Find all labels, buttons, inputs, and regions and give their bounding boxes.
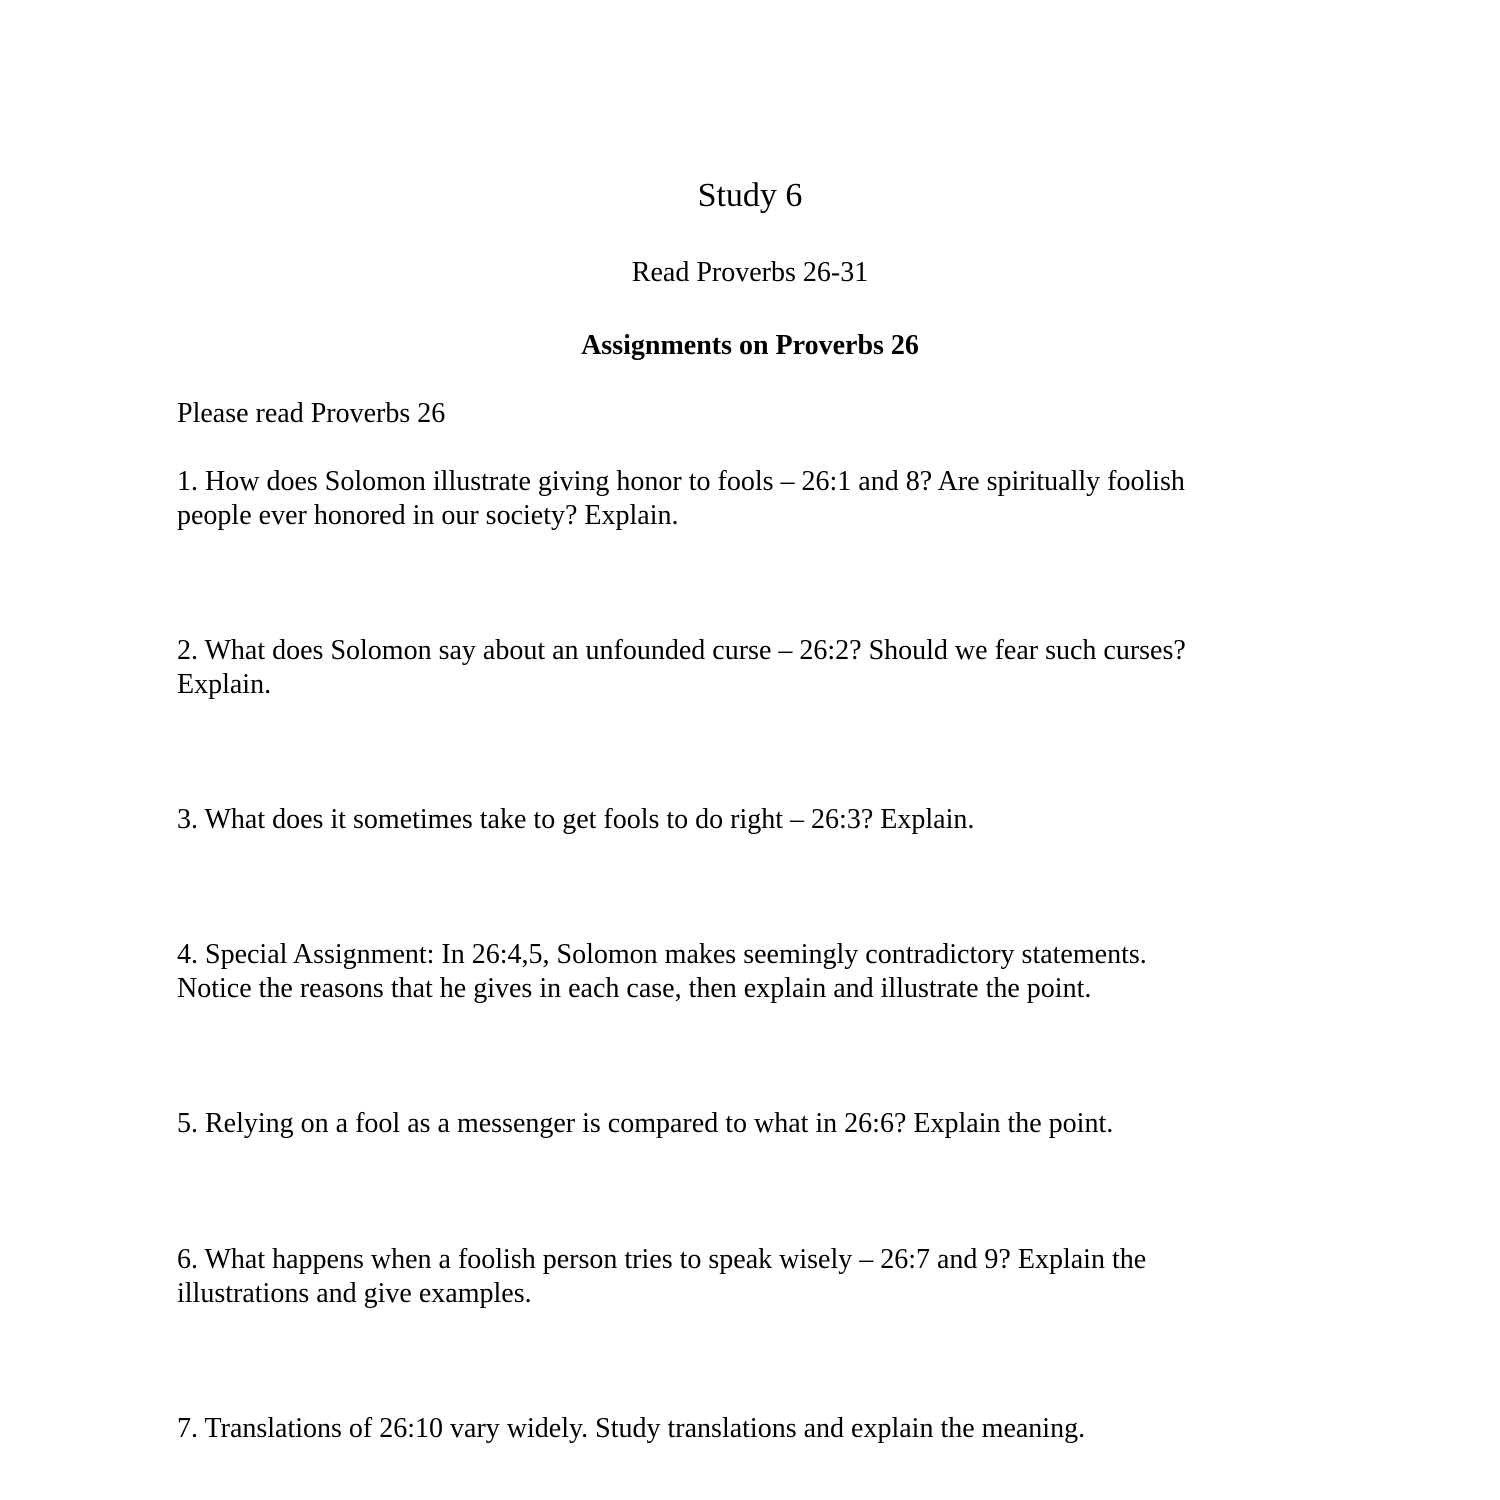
question-line: 1. How does Solomon illustrate giving honor to fools – 26:1 and 8? Are spiritually foolish [177,466,1185,497]
question-line: Explain. [177,669,272,700]
question-5 [177,1107,1327,1141]
page-title: Study 6 [697,177,803,214]
question-line: 3. What does it sometimes take to get fools to do right – 26:3? Explain. [177,804,975,835]
question-1 [177,465,1327,533]
intro-text: Please read Proverbs 26 [177,398,446,429]
question-7 [177,1412,1327,1446]
intro-paragraph [177,397,1327,431]
question-4 [177,938,1327,1006]
question-line: Notice the reasons that he gives in each case, then explain and illustrate the point. [177,973,1092,1004]
question-line: 4. Special Assignment: In 26:4,5, Solomon makes seemingly contradictory statements. [177,939,1147,970]
question-6 [177,1243,1327,1311]
question-line: 7. Translations of 26:10 vary widely. Study translations and explain the meaning. [177,1413,1086,1444]
reading-assignment: Read Proverbs 26-31 [631,257,869,288]
question-line: people ever honored in our society? Explain. [177,500,679,531]
question-line: 6. What happens when a foolish person tries to speak wisely – 26:7 and 9? Explain the [177,1244,1147,1275]
question-line: 2. What does Solomon say about an unfounded curse – 26:2? Should we fear such curses? [177,635,1186,666]
question-3 [177,803,1327,837]
question-line: illustrations and give examples. [177,1278,532,1309]
question-line: 5. Relying on a fool as a messenger is compared to what in 26:6? Explain the point. [177,1108,1114,1139]
question-2 [177,634,1327,702]
section-heading: Assignments on Proverbs 26 [581,330,919,361]
